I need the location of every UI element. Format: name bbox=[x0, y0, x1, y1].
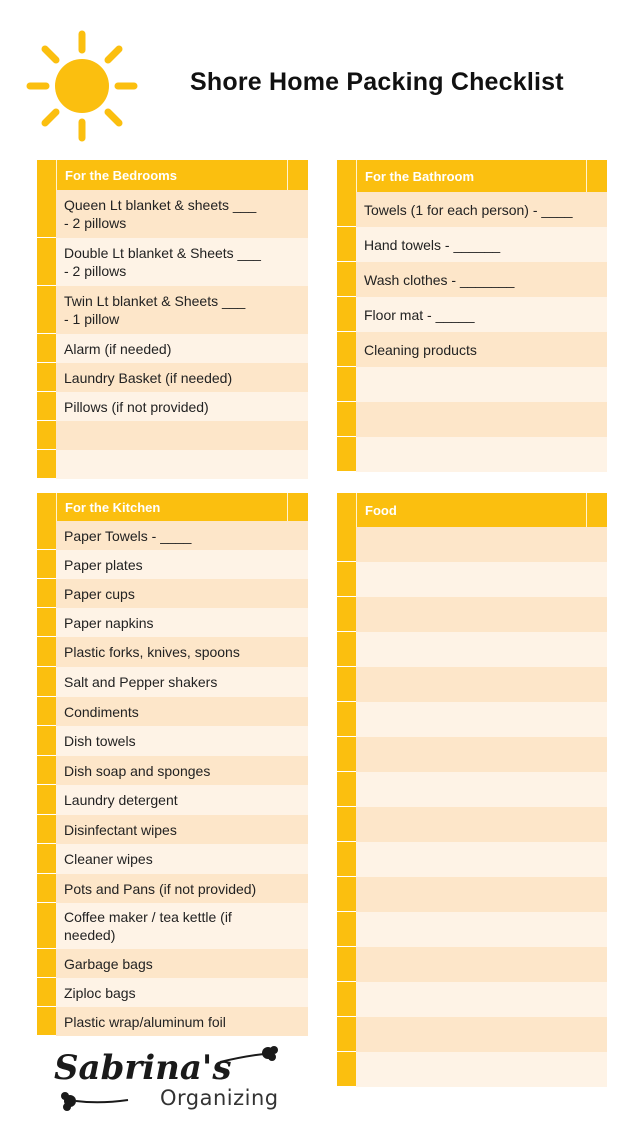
checklist-row bbox=[37, 874, 308, 903]
checklist-row bbox=[337, 947, 607, 982]
checklist-row bbox=[37, 1007, 308, 1036]
check-tab[interactable] bbox=[337, 912, 356, 947]
checklist-item: Hand towels - ______ bbox=[356, 227, 607, 262]
checklist-item bbox=[356, 842, 607, 877]
checklist-item: Dish towels bbox=[56, 726, 308, 756]
check-tab[interactable] bbox=[337, 332, 356, 367]
checklist-row bbox=[337, 367, 607, 402]
checklist-item: Alarm (if needed) bbox=[56, 334, 308, 363]
check-tab[interactable] bbox=[337, 982, 356, 1017]
check-tab[interactable] bbox=[337, 842, 356, 877]
checklist-row bbox=[37, 579, 308, 608]
check-tab[interactable] bbox=[37, 392, 56, 421]
checklist-row bbox=[37, 667, 308, 697]
checklist-item bbox=[356, 737, 607, 772]
checklist-item bbox=[56, 450, 308, 479]
check-tab[interactable] bbox=[37, 726, 56, 756]
check-tab[interactable] bbox=[337, 527, 356, 562]
checklist-row bbox=[337, 332, 607, 367]
checklist-item: Garbage bags bbox=[56, 949, 308, 978]
checklist-row bbox=[337, 982, 607, 1017]
checklist-row bbox=[37, 756, 308, 785]
checklist-item bbox=[356, 912, 607, 947]
checklist-item bbox=[356, 1017, 607, 1052]
checklist-item: Twin Lt blanket & Sheets ___ - 1 pillow bbox=[56, 286, 308, 334]
bedrooms-table bbox=[37, 160, 308, 479]
checklist-row bbox=[37, 637, 308, 667]
check-tab[interactable] bbox=[37, 978, 56, 1007]
kitchen-header-label: For the Kitchen bbox=[57, 493, 288, 521]
check-tab[interactable] bbox=[337, 702, 356, 737]
checklist-item: Double Lt blanket & Sheets ___ - 2 pillows bbox=[56, 238, 308, 286]
checklist-item: Paper napkins bbox=[56, 608, 308, 637]
checklist-item bbox=[356, 1052, 607, 1087]
food-header-label: Food bbox=[357, 493, 587, 527]
checklist-row bbox=[37, 785, 308, 815]
check-tab[interactable] bbox=[37, 949, 56, 978]
checklist-row bbox=[37, 949, 308, 978]
checklist-row bbox=[337, 597, 607, 632]
bathroom-header-label: For the Bathroom bbox=[357, 160, 587, 192]
check-tab[interactable] bbox=[37, 874, 56, 903]
check-tab[interactable] bbox=[37, 579, 56, 608]
checklist-item: Ziploc bags bbox=[56, 978, 308, 1007]
checklist-row bbox=[37, 903, 308, 949]
checklist-row bbox=[337, 772, 607, 807]
check-tab[interactable] bbox=[337, 947, 356, 982]
check-tab[interactable] bbox=[37, 903, 56, 949]
checklist-row bbox=[37, 450, 308, 479]
checklist-row bbox=[37, 608, 308, 637]
checklist-row bbox=[37, 190, 308, 238]
bedrooms-header-label: For the Bedrooms bbox=[57, 160, 288, 190]
checklist-item: Disinfectant wipes bbox=[56, 815, 308, 844]
check-tab[interactable] bbox=[37, 450, 56, 479]
checklist-row bbox=[37, 363, 308, 392]
check-tab[interactable] bbox=[337, 667, 356, 702]
checklist-row bbox=[37, 726, 308, 756]
checklist-row bbox=[337, 737, 607, 772]
check-tab[interactable] bbox=[337, 262, 356, 297]
check-tab[interactable] bbox=[37, 521, 56, 550]
checklist-row bbox=[37, 550, 308, 579]
checklist-row bbox=[337, 632, 607, 667]
checklist-item bbox=[356, 632, 607, 667]
checklist-item: Plastic wrap/aluminum foil bbox=[56, 1007, 308, 1036]
check-tab[interactable] bbox=[337, 227, 356, 262]
checklist-row bbox=[337, 192, 607, 227]
checklist-item: Laundry Basket (if needed) bbox=[56, 363, 308, 392]
check-tab[interactable] bbox=[37, 756, 56, 785]
check-tab[interactable] bbox=[337, 737, 356, 772]
check-tab[interactable] bbox=[337, 367, 356, 402]
bathroom-table bbox=[337, 160, 607, 472]
checklist-row bbox=[337, 262, 607, 297]
flower-icon bbox=[60, 1088, 130, 1114]
checklist-item bbox=[356, 667, 607, 702]
check-tab[interactable] bbox=[337, 562, 356, 597]
check-tab[interactable] bbox=[37, 815, 56, 844]
checklist-item: Floor mat - _____ bbox=[356, 297, 607, 332]
check-tab[interactable] bbox=[37, 238, 56, 286]
checklist-row bbox=[37, 697, 308, 726]
checklist-row bbox=[337, 437, 607, 472]
checklist-row bbox=[337, 667, 607, 702]
flower-icon bbox=[220, 1044, 280, 1070]
sun-icon bbox=[24, 28, 140, 144]
kitchen-table bbox=[37, 493, 308, 1036]
check-tab[interactable] bbox=[37, 1007, 56, 1036]
checklist-row bbox=[337, 702, 607, 737]
check-tab[interactable] bbox=[337, 807, 356, 842]
checklist-item: Laundry detergent bbox=[56, 785, 308, 815]
checklist-row bbox=[337, 1052, 607, 1087]
checklist-row bbox=[37, 521, 308, 550]
checklist-item: Paper plates bbox=[56, 550, 308, 579]
checklist-item: Dish soap and sponges bbox=[56, 756, 308, 785]
bathroom-header bbox=[337, 160, 607, 192]
check-tab[interactable] bbox=[337, 632, 356, 667]
checklist-row bbox=[37, 238, 308, 286]
checklist-row bbox=[337, 1017, 607, 1052]
check-tab[interactable] bbox=[337, 192, 356, 227]
checklist-row bbox=[37, 286, 308, 334]
logo-sub-text: Organizing bbox=[160, 1086, 279, 1110]
checklist-item: Coffee maker / tea kettle (if needed) bbox=[56, 903, 308, 949]
check-tab[interactable] bbox=[37, 844, 56, 874]
checklist-item: Condiments bbox=[56, 697, 308, 726]
checklist-item bbox=[56, 421, 308, 450]
check-tab[interactable] bbox=[37, 190, 56, 238]
check-tab[interactable] bbox=[37, 667, 56, 697]
checklist-row bbox=[337, 877, 607, 912]
check-tab[interactable] bbox=[37, 697, 56, 726]
check-tab[interactable] bbox=[337, 437, 356, 472]
bedrooms-header bbox=[37, 160, 308, 190]
checklist-item bbox=[356, 947, 607, 982]
checklist-item: Pillows (if not provided) bbox=[56, 392, 308, 421]
checklist-row bbox=[337, 842, 607, 877]
checklist-row bbox=[337, 562, 607, 597]
checklist-item bbox=[356, 807, 607, 842]
checklist-row bbox=[337, 402, 607, 437]
food-table bbox=[337, 493, 607, 1087]
check-tab[interactable] bbox=[37, 421, 56, 450]
checklist-row bbox=[37, 334, 308, 363]
logo-script-text: Sabrina's bbox=[54, 1048, 232, 1088]
checklist-item: Salt and Pepper shakers bbox=[56, 667, 308, 697]
checklist-item bbox=[356, 702, 607, 737]
check-tab[interactable] bbox=[337, 402, 356, 437]
check-tab[interactable] bbox=[337, 1052, 356, 1087]
checklist-item: Pots and Pans (if not provided) bbox=[56, 874, 308, 903]
brand-logo bbox=[52, 1044, 282, 1120]
food-header bbox=[337, 493, 607, 527]
checklist-row bbox=[337, 227, 607, 262]
checklist-item bbox=[356, 437, 607, 472]
checklist-item bbox=[356, 402, 607, 437]
checklist-item bbox=[356, 772, 607, 807]
check-tab[interactable] bbox=[337, 772, 356, 807]
checklist-item: Towels (1 for each person) - ____ bbox=[356, 192, 607, 227]
checklist-item: Cleaning products bbox=[356, 332, 607, 367]
page-title: Shore Home Packing Checklist bbox=[190, 68, 564, 96]
checklist-row bbox=[37, 392, 308, 421]
checklist-item bbox=[356, 527, 607, 562]
checklist-row bbox=[37, 421, 308, 450]
checklist-row bbox=[37, 815, 308, 844]
checklist-row bbox=[37, 844, 308, 874]
checklist-row bbox=[337, 297, 607, 332]
check-tab[interactable] bbox=[37, 286, 56, 334]
checklist-item bbox=[356, 982, 607, 1017]
checklist-item: Wash clothes - _______ bbox=[356, 262, 607, 297]
check-tab[interactable] bbox=[37, 637, 56, 667]
check-tab[interactable] bbox=[37, 785, 56, 815]
checklist-row bbox=[337, 527, 607, 562]
checklist-item bbox=[356, 877, 607, 912]
check-tab[interactable] bbox=[337, 297, 356, 332]
check-tab[interactable] bbox=[337, 877, 356, 912]
check-tab[interactable] bbox=[37, 550, 56, 579]
check-tab[interactable] bbox=[337, 597, 356, 632]
checklist-row bbox=[37, 978, 308, 1007]
checklist-item: Paper Towels - ____ bbox=[56, 521, 308, 550]
check-tab[interactable] bbox=[337, 1017, 356, 1052]
checklist-row bbox=[337, 807, 607, 842]
check-tab[interactable] bbox=[37, 608, 56, 637]
checklist-item: Plastic forks, knives, spoons bbox=[56, 637, 308, 667]
checklist-item bbox=[356, 367, 607, 402]
checklist-item: Paper cups bbox=[56, 579, 308, 608]
checklist-item: Queen Lt blanket & sheets ___ - 2 pillows bbox=[56, 190, 308, 238]
checklist-item bbox=[356, 597, 607, 632]
checklist-item: Cleaner wipes bbox=[56, 844, 308, 874]
checklist-row bbox=[337, 912, 607, 947]
kitchen-header bbox=[37, 493, 308, 521]
check-tab[interactable] bbox=[37, 363, 56, 392]
check-tab[interactable] bbox=[37, 334, 56, 363]
checklist-item bbox=[356, 562, 607, 597]
